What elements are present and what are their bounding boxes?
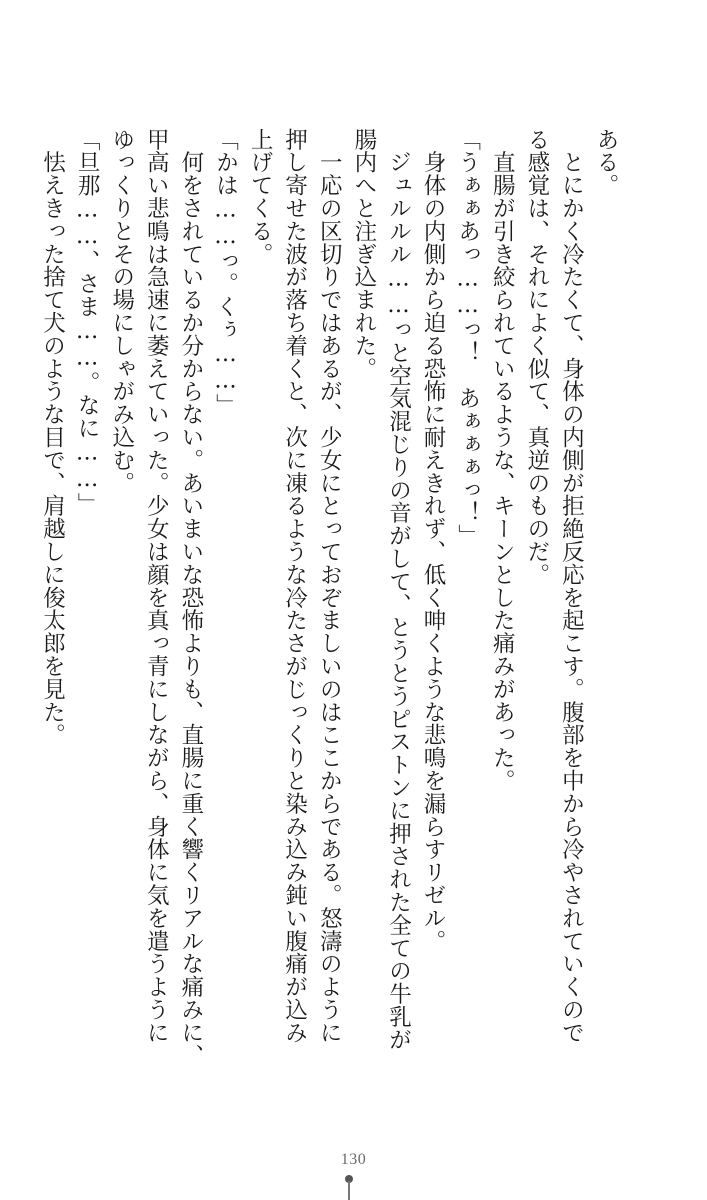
text-line: 「旦那……、さま……。なに……」 <box>74 128 101 516</box>
page-number: 130 <box>340 1151 367 1168</box>
text-line: ジュルルル……っと空気混じりの音がして、とうとうピストンに押された全ての牛乳が <box>385 128 412 1051</box>
text-line: 身体の内側から迫る恐怖に耐えきれず、低く呻くような悲鳴を漏らすリゼル。 <box>420 128 447 953</box>
text-line: 腸内へと注ぎ込まれた。 <box>350 128 377 380</box>
text-line: 「かは……っ。くぅ……」 <box>212 128 239 417</box>
text-line: とにかく冷たくて、身体の内側が拒絶反応を起こす。腹部を中から冷やされていくので <box>558 128 585 1044</box>
text-line: る感覚は、それによく似て、真逆のものだ。 <box>523 128 550 586</box>
text-line: 怯えきった捨て犬のような目で、肩越しに俊太郎を見た。 <box>39 128 66 747</box>
text-line: 直腸が引き絞られているような、キーンとした痛みがあった。 <box>489 128 516 793</box>
body-text <box>39 128 623 1138</box>
text-line: ある。 <box>593 128 619 197</box>
text-line: 「うぁぁあっ……っ！ あぁぁぁっ！」 <box>454 128 481 548</box>
text-line: ゆっくりとその場にしゃがみ込む。 <box>108 128 135 495</box>
page-marker-icon <box>345 1175 353 1200</box>
text-line: 甲高い悲鳴は急速に萎えていった。少女は顔を真っ青にしながら、身体に気を遣うように <box>143 128 170 1044</box>
text-line: 上げてくる。 <box>247 128 274 266</box>
marker-stem <box>348 1181 350 1200</box>
text-line: 一応の区切りではあるが、少女にとっておぞましいのはここからである。怒濤のように <box>316 128 343 1044</box>
text-line: 何をされているか分からない。あいまいな恐怖よりも、直腸に重く響くリアルな痛みに、 <box>177 128 204 1067</box>
text-line: 押し寄せた波が落ち着くと、次に凍るような冷たさがじっくりと染み込み鈍い腹痛が込み <box>281 128 308 1044</box>
